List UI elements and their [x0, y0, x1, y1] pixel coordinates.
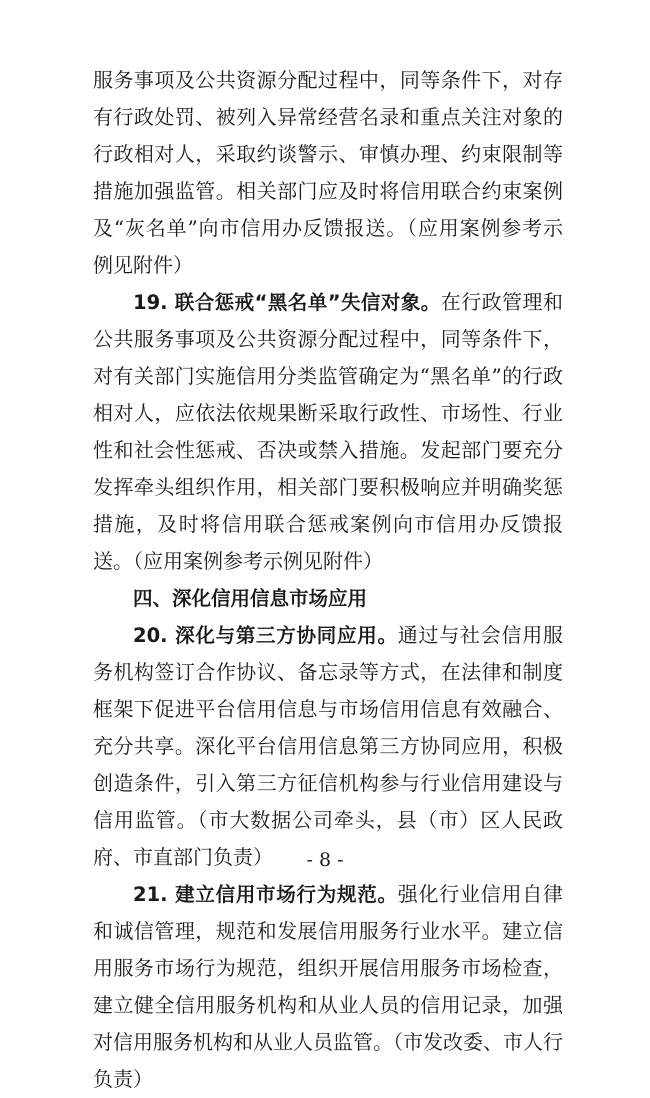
- item-19-body: 在行政管理和公共服务事项及公共资源分配过程中，同等条件下，对有关部门实施信用分类监管确定为“黑名单”的行政相对人，应依法依规果断采取行政性、市场性、行业性和社会性惩戒、否决或禁入措施。发起部门要充分发挥牵头组织作用，相关部门要积极响应并明确奖惩措施，及时将信用联合惩戒案例向市信用办反馈报送。（应用案例参考示例见附件）: [93, 290, 564, 573]
- item-21-body: 强化行业信用自律和诚信管理，规范和发展信用服务行业水平。建立信用服务市场行为规范，组织开展信用服务市场检查，建立健全信用服务机构和从业人员的信用记录，加强对信用服务机构和从业人员监管。（市发改委、市人行负责）: [93, 882, 563, 1091]
- paragraph-continued: 服务事项及公共资源分配过程中，同等条件下，对存有行政处罚、被列入异常经营名录和重点关注对象的行政相对人，采取约谈警示、审慎办理、约束限制等措施加强监管。相关部门应及时将信用联合约束案例及“灰名单”向市信用办反馈报送。（应用案例参考示例见附件）: [93, 68, 563, 277]
- item-20-title: 20. 深化与第三方协同应用。: [133, 624, 398, 647]
- paragraph-item-21: [93, 876, 563, 1098]
- paragraph-item-19: [93, 284, 563, 580]
- item-20-body: 通过与社会信用服务机构签订合作协议、备忘录等方式，在法律和制度框架下促进平台信用信息与市场信用信息有效融合、充分共享。深化平台信用信息第三方协同应用，积极创造条件，引入第三方征信机构参与行业信用建设与信用监管。（市大数据公司牵头，县（市）区人民政府、市直部门负责）: [93, 623, 563, 869]
- section-heading-4: 四、深化信用信息市场应用: [133, 587, 368, 610]
- item-21-title: 21. 建立信用市场行为规范。: [133, 883, 398, 906]
- document-body: [93, 62, 563, 1098]
- item-19-title: 19. 联合惩戒“黑名单”失信对象。: [133, 291, 441, 314]
- page-number: - 8 -: [306, 849, 344, 871]
- paragraph-item-20: [93, 617, 563, 876]
